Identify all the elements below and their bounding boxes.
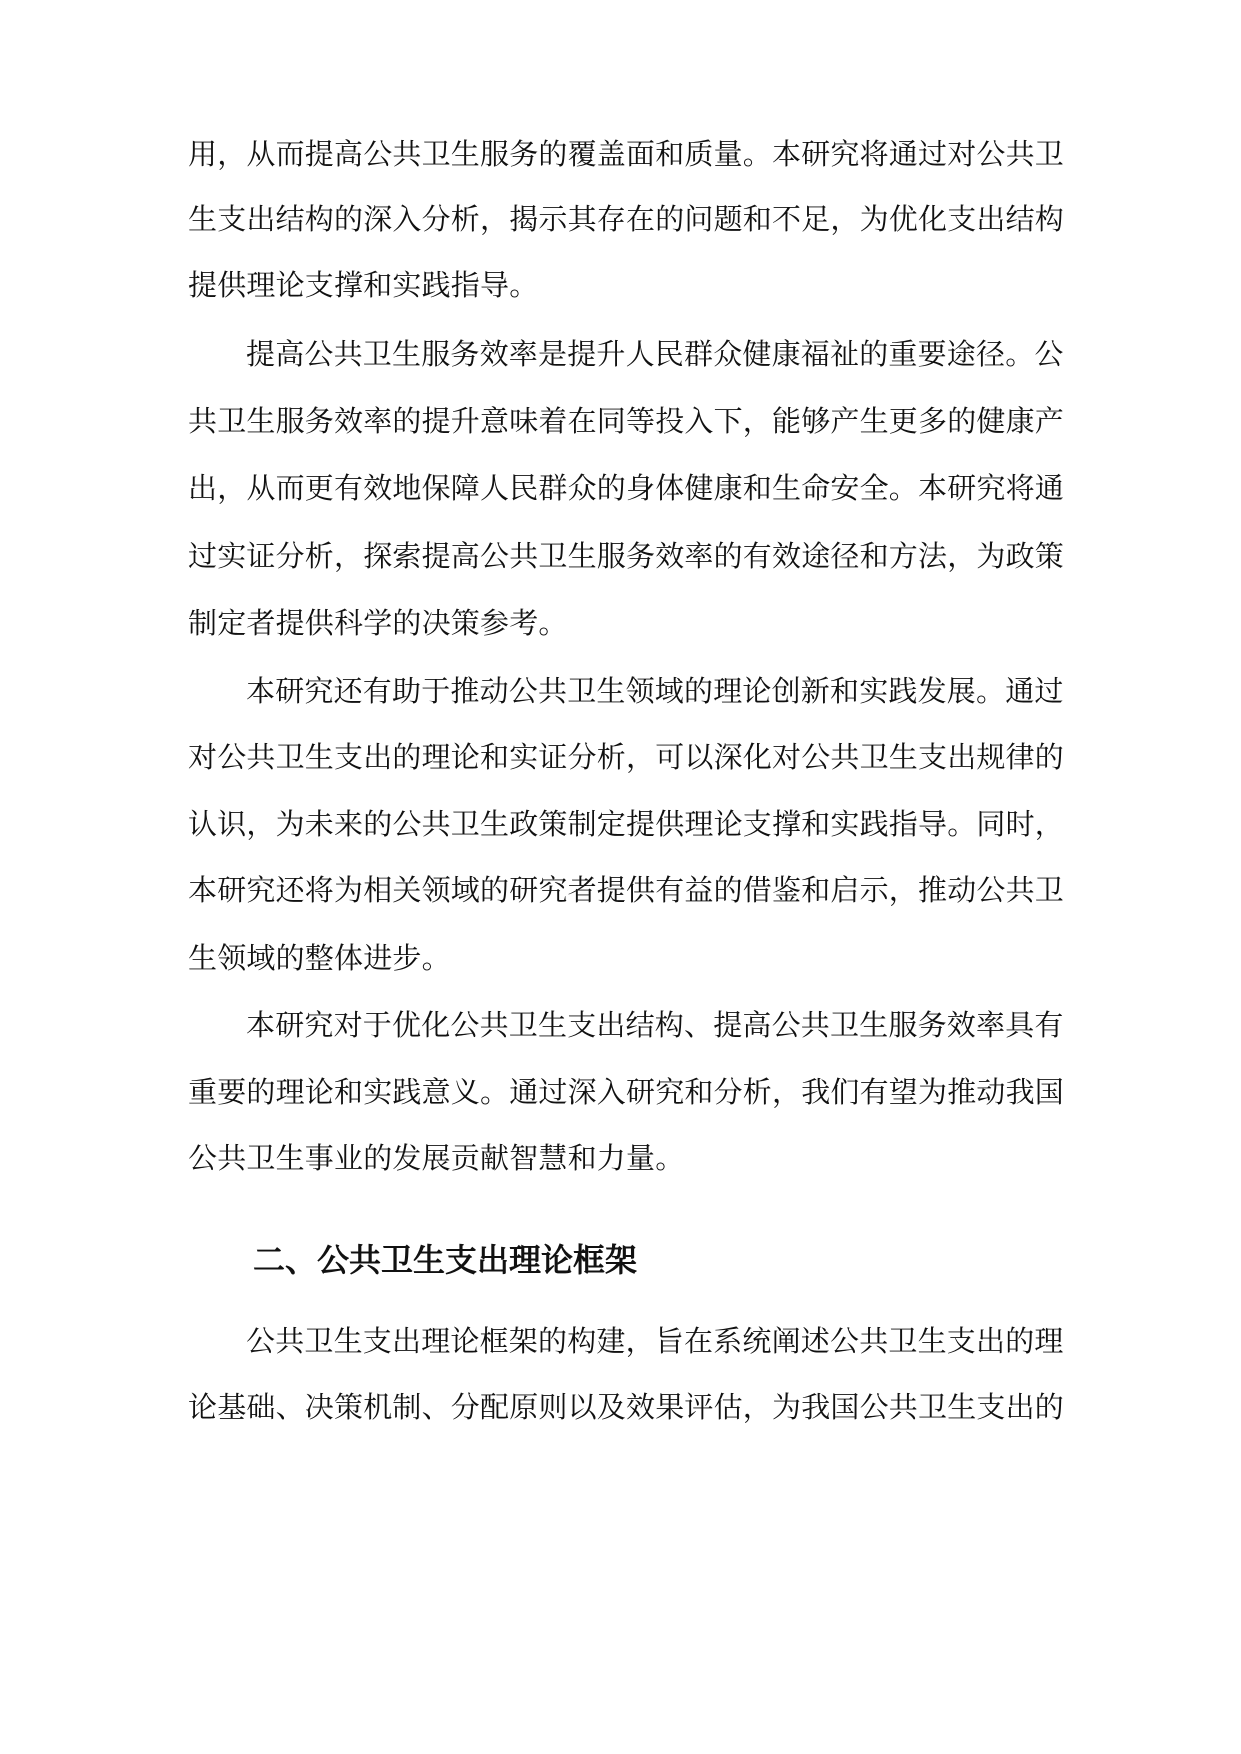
paragraph-3-line-5: 生领域的整体进步。 (188, 941, 451, 975)
paragraph-2-line-5: 制定者提供科学的决策参考。 (188, 606, 568, 640)
paragraph-1-line-2: 生支出结构的深入分析，揭示其存在的问题和不足，为优化支出结构 (188, 202, 1065, 236)
paragraph-2-line-3: 出，从而更有效地保障人民群众的身体健康和生命安全。本研究将通 (188, 471, 1065, 505)
paragraph-1-line-1: 用，从而提高公共卫生服务的覆盖面和质量。本研究将通过对公共卫 (188, 137, 1065, 171)
paragraph-4-line-1: 本研究对于优化公共卫生支出结构、提高公共卫生服务效率具有 (246, 1008, 1064, 1042)
paragraph-2-line-2: 共卫生服务效率的提升意味着在同等投入下，能够产生更多的健康产 (188, 404, 1065, 438)
paragraph-2-line-4: 过实证分析，探索提高公共卫生服务效率的有效途径和方法，为政策 (188, 539, 1065, 573)
paragraph-4-line-2: 重要的理论和实践意义。通过深入研究和分析，我们有望为推动我国 (188, 1075, 1065, 1109)
paragraph-3-line-1: 本研究还有助于推动公共卫生领域的理论创新和实践发展。通过 (246, 674, 1064, 708)
paragraph-2-line-1: 提高公共卫生服务效率是提升人民群众健康福祉的重要途径。公 (246, 337, 1064, 371)
paragraph-1-line-3: 提供理论支撑和实践指导。 (188, 268, 539, 302)
paragraph-3-line-4: 本研究还将为相关领域的研究者提供有益的借鉴和启示，推动公共卫 (188, 873, 1065, 907)
paragraph-3-line-3: 认识，为未来的公共卫生政策制定提供理论支撑和实践指导。同时， (188, 807, 1065, 841)
paragraph-3-line-2: 对公共卫生支出的理论和实证分析，可以深化对公共卫生支出规律的 (188, 740, 1065, 774)
section-paragraph-line-1: 公共卫生支出理论框架的构建，旨在系统阐述公共卫生支出的理 (246, 1324, 1064, 1358)
section-paragraph-line-2: 论基础、决策机制、分配原则以及效果评估，为我国公共卫生支出的 (188, 1390, 1065, 1424)
paragraph-4-line-3: 公共卫生事业的发展贡献智慧和力量。 (188, 1141, 685, 1175)
section-heading: 二、公共卫生支出理论框架 (253, 1241, 638, 1279)
